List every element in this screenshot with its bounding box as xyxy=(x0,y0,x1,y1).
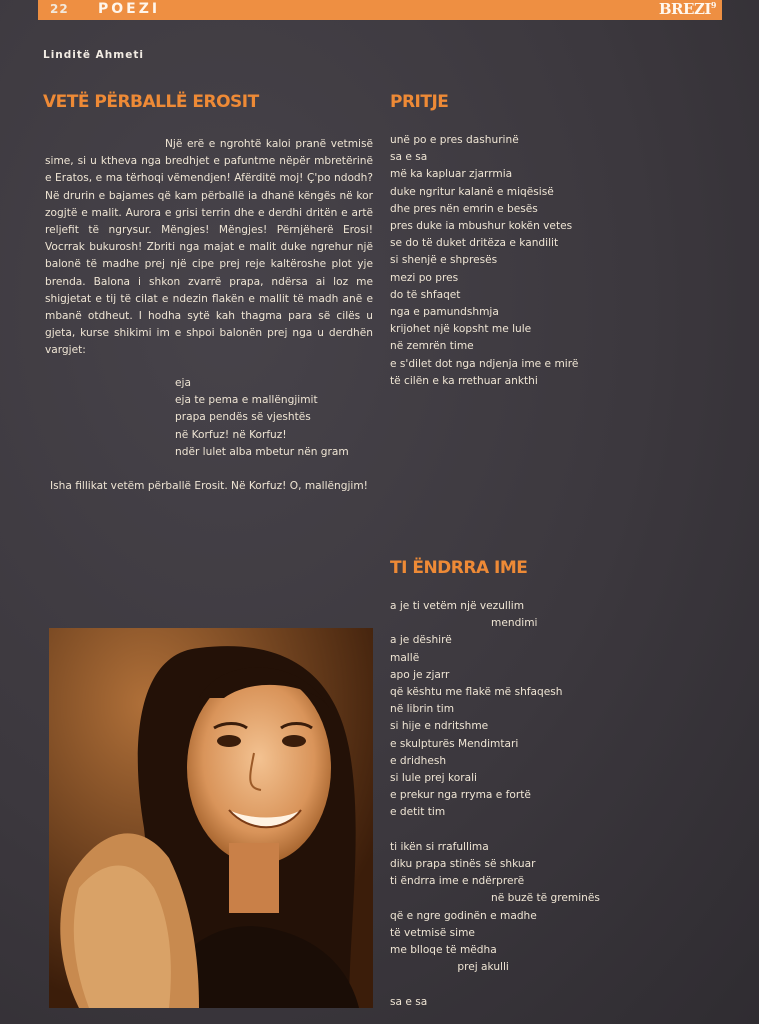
verse-line: mendimi xyxy=(390,617,538,630)
magazine-logo xyxy=(659,0,716,18)
verse-line: mallë xyxy=(390,651,420,664)
verse-line: e skulpturës Mendimtari xyxy=(390,737,519,750)
author-portrait-photo xyxy=(49,628,373,1008)
verse-line: nga e pamundshmja xyxy=(390,306,499,319)
verse-line: në zemrën time xyxy=(390,340,474,353)
verse-line xyxy=(390,976,600,993)
verse-line: me blloqe të mëdha xyxy=(390,944,497,957)
verse-line: ti ikën si rrafullima xyxy=(390,840,489,853)
verse-line: e s'dilet dot nga ndjenja ime e mirë xyxy=(390,357,579,370)
verse-line: do të shfaqet xyxy=(390,288,461,301)
verse-line: sa e sa xyxy=(390,151,428,164)
verse-line: të cilën e ka rrethuar ankthi xyxy=(390,374,538,387)
verse-line: që e ngre godinën e madhe xyxy=(390,909,537,922)
poem1-verse xyxy=(175,375,349,461)
verse-line: sa e sa xyxy=(390,995,428,1008)
verse-line: eja xyxy=(175,377,191,389)
verse-line: që kështu me flakë më shfaqesh xyxy=(390,686,563,699)
logo-text: BREZI xyxy=(658,0,711,18)
page-number: 22 xyxy=(50,2,69,16)
verse-line: si shenjë e shpresës xyxy=(390,254,498,267)
verse-line: në librin tim xyxy=(390,703,455,716)
author-name: Linditë Ahmeti xyxy=(43,49,144,61)
verse-line: a je dëshirë xyxy=(390,634,452,647)
verse-line: e detit tim xyxy=(390,806,446,819)
poem3-body xyxy=(390,598,600,1011)
verse-line: në Korfuz! në Korfuz! xyxy=(175,428,287,441)
verse-line: si lule prej korali xyxy=(390,772,477,785)
verse-line: ti ëndrra ime e ndërprerë xyxy=(390,875,525,888)
poem3-title: TI ËNDRRA IME xyxy=(390,558,528,578)
verse-line: apo je zjarr xyxy=(390,668,450,681)
verse-line: diku prapa stinës së shkuar xyxy=(390,858,536,871)
verse-line: dhe pres nën emrin e besës xyxy=(390,202,538,215)
verse-line: krijohet një kopsht me lule xyxy=(390,323,532,336)
verse-line: eja te pema e mallëngjimit xyxy=(175,394,318,407)
verse-line: prej akulli xyxy=(390,961,509,974)
verse-line: në buzë të greminës xyxy=(390,892,600,905)
verse-line: duke ngritur kalanë e miqësisë xyxy=(390,185,554,198)
verse-line: se do të duket dritëza e kandilit xyxy=(390,237,559,250)
verse-line: e prekur nga rryma e fortë xyxy=(390,789,531,802)
verse-line: si hije e ndritshme xyxy=(390,720,489,733)
poem2-body xyxy=(390,132,578,390)
verse-line xyxy=(390,822,600,839)
verse-line: unë po e pres dashurinë xyxy=(390,134,519,146)
logo-issue: 9 xyxy=(710,0,716,10)
poem1-prose: Një erë e ngrohtë kaloi pranë vetmisë sime, si u ktheva nga bredhjet e pafuntme nëpër mbretërinë e Eratos, e ma tërhoqi vëmendjen! Afërditë moj! Ç'po ndodh? Në drurin e bajames që kam përballë ia dhanë këngës në kor zogjtë e malit. Aurora e grisi terrin dhe e derdhi dritën e artë reljefit të ngrysur. Mëngjes! Mëngjes! Përnjëherë Erosi! Vocrrak bukurosh! Zbriti nga majat e malit duke ngrehur një balonë të madhe prej një cipe prej reje kaltëroshe plot yje brenda. Balona i shkon zvarrë prapa, ndërsa ai loz me shigjetat e tij të cilat e ndezin flakën e mallit të madh anë e mbanë otdheut. I hodha sytë kah thagma para së cilës u gjeta, kurse shikimi im e shpoi balonën prej nga u derdhën vargjet: xyxy=(45,138,373,357)
verse-line: të vetmisë sime xyxy=(390,926,475,939)
poem1-title: VETË PËRBALLË EROSIT xyxy=(43,92,259,112)
header-bar xyxy=(38,0,722,20)
verse-line: ndër lulet alba mbetur nën gram xyxy=(175,445,349,458)
verse-line: prapa pendës së vjeshtës xyxy=(175,411,311,424)
verse-line: a je ti vetëm një vezullim xyxy=(390,600,525,612)
verse-line: mezi po pres xyxy=(390,271,459,284)
verse-line: pres duke ia mbushur kokën vetes xyxy=(390,220,573,233)
poem1-closing: Isha fillikat vetëm përballë Erosit. Në Korfuz! O, mallëngjim! xyxy=(50,480,368,492)
section-title: POEZI xyxy=(98,1,161,17)
poem2-title: PRITJE xyxy=(390,92,449,112)
verse-line: e dridhesh xyxy=(390,754,447,767)
verse-line: më ka kapluar zjarrmia xyxy=(390,168,513,181)
portrait-illustration xyxy=(49,628,373,1008)
